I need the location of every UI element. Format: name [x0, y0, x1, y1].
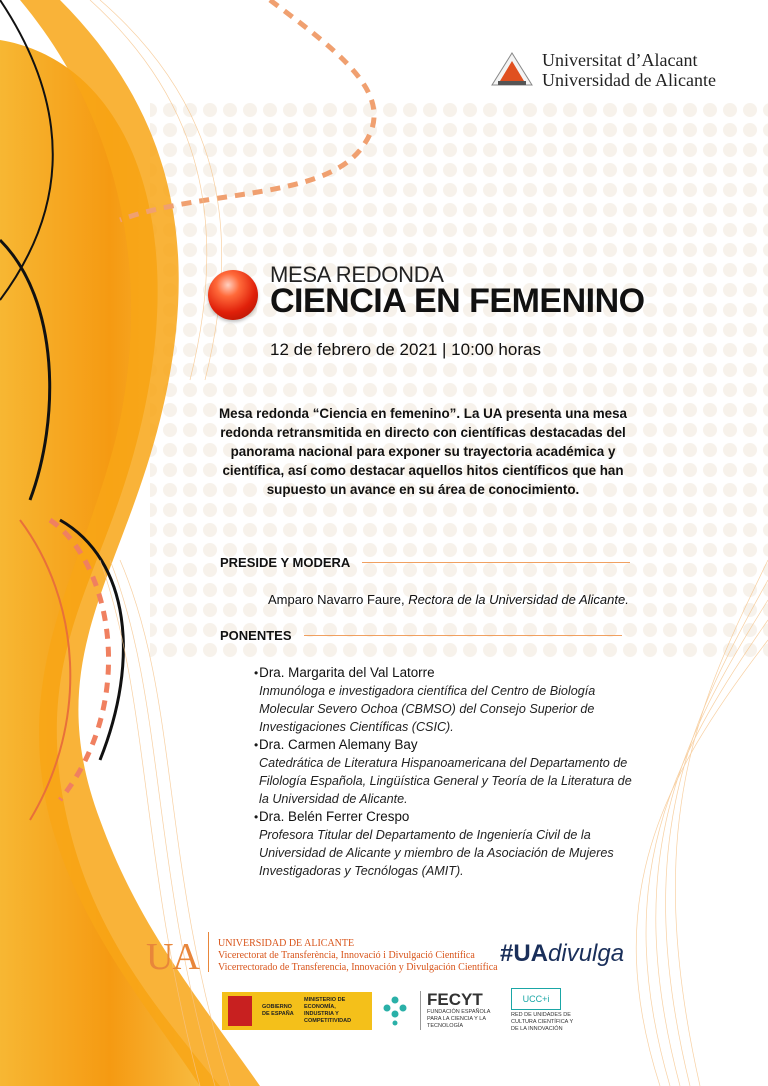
fecyt-logo — [382, 991, 497, 1030]
divider — [208, 932, 209, 972]
fecyt-dots-icon — [382, 996, 408, 1026]
speaker-name: Dra. Carmen Alemany Bay — [259, 737, 418, 752]
vicerectorat-valencian: Vicerectorat de Transferència, Innovació i Divulgació Científica — [218, 950, 475, 961]
bullet-icon: • — [254, 666, 259, 680]
speaker-name: Dra. Belén Ferrer Crespo — [259, 809, 410, 824]
divider — [304, 635, 622, 636]
ucc-mark: UCC+i — [511, 988, 561, 1010]
hashtag-suffix: divulga — [548, 940, 625, 967]
red-ball-icon — [208, 270, 258, 320]
coat-of-arms-icon — [226, 994, 254, 1028]
vicerrectorado-spanish: Vicerrectorado de Transferencia, Innovación y Divulgación Científica — [218, 962, 498, 973]
ministerio-label: MINISTERIO DE ECONOMÍA, INDUSTRIA Y COMPETITIVIDAD — [304, 996, 352, 1024]
university-logo — [490, 50, 716, 90]
speaker-description: Inmunóloga e investigadora científica del Centro de Biología Molecular Severo Ochoa (CBMSO) del Consejo Superior de Investigaciones Científicas (CSIC). — [259, 684, 596, 734]
ponentes-heading — [220, 628, 622, 643]
preside-heading-label: PRESIDE Y MODERA — [220, 555, 351, 570]
list-item — [254, 664, 634, 736]
hashtag-prefix: #UA — [500, 940, 549, 967]
speaker-description: Catedrática de Literatura Hispanoamericana del Departamento de Filología Española, Lingüística General y Teoría de la Literatura de la Universidad de Alicante. — [259, 756, 632, 806]
speaker-description: Profesora Titular del Departamento de Ingeniería Civil de la Universidad de Alicante y miembro de la Asociación de Mujeres Investigadoras y Tecnólogas (AMIT). — [259, 828, 614, 878]
university-name-caps: UNIVERSIDAD DE ALICANTE — [218, 938, 355, 949]
speaker-name: Dra. Margarita del Val Latorre — [259, 665, 435, 680]
preside-name: Amparo Navarro Faure, — [268, 592, 405, 607]
gobierno-label: GOBIERNO DE ESPAÑA — [262, 1003, 294, 1017]
university-name-spanish: Universidad de Alicante — [542, 70, 716, 90]
sponsor-logos — [222, 988, 575, 1033]
list-item — [254, 808, 634, 880]
speaker-list — [254, 664, 634, 880]
bullet-icon: • — [254, 810, 259, 824]
fecyt-name: FECYT — [427, 990, 483, 1009]
university-name-valencian: Universitat d’Alacant — [542, 50, 698, 70]
list-item — [254, 736, 634, 808]
preside-person — [268, 592, 629, 607]
university-emblem-icon — [490, 51, 534, 89]
bullet-icon: • — [254, 738, 259, 752]
gobierno-logo — [222, 992, 372, 1030]
fecyt-subtitle: FUNDACIÓN ESPAÑOLA PARA LA CIENCIA Y LA TECNOLOGÍA — [427, 1009, 491, 1029]
divider — [362, 562, 630, 563]
ucc-logo — [511, 988, 575, 1033]
hashtag — [500, 940, 624, 968]
preside-role: Rectora de la Universidad de Alicante. — [408, 592, 629, 607]
event-kind: MESA REDONDA — [270, 262, 444, 287]
vicerrectorado-text — [218, 938, 498, 974]
ua-logo: UA — [146, 936, 199, 978]
preside-heading — [220, 555, 630, 570]
ucc-subtitle: RED DE UNIDADES DE CULTURA CIENTÍFICA Y DE LA INNOVACIÓN — [511, 1012, 574, 1032]
event-title: CIENCIA EN FEMENINO — [270, 282, 645, 320]
event-intro: Mesa redonda “Ciencia en femenino”. La UA presenta una mesa redonda retransmitida en directo con científicas destacadas del panorama nacional para exponer su trayectoria académica y científica, así como destacar aquellos hitos científicos que han supuesto un avance en su área de conocimiento. — [218, 406, 628, 497]
ponentes-heading-label: PONENTES — [220, 628, 292, 643]
event-date: 12 de febrero de 2021 | 10:00 horas — [270, 340, 541, 359]
